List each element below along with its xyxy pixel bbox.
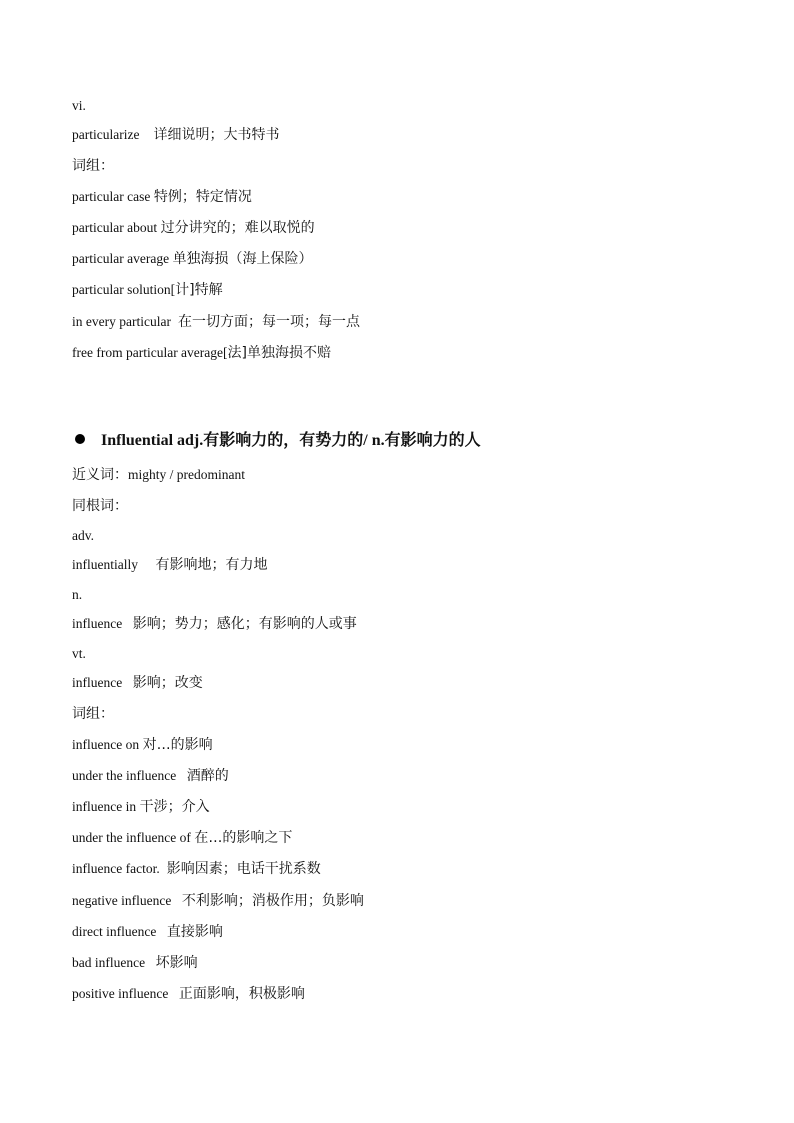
phrase-zh: 酒醉的 (186, 768, 229, 784)
entry-heading (72, 430, 481, 452)
phrase-en: free from particular average[ (72, 345, 228, 360)
phrase-en: under the influence of (72, 830, 191, 845)
phrase-en: positive influence (72, 986, 169, 1001)
pos-vt (72, 644, 86, 665)
phrase-zh: 对…的影响 (142, 737, 213, 753)
pos-label: vi. (72, 98, 86, 113)
phrases-label (72, 704, 114, 725)
phrase-row (72, 953, 198, 974)
phrase-row (72, 891, 364, 912)
phrase-en: particular case (72, 189, 151, 204)
phrases-label-text: 词组： (72, 706, 114, 722)
phrase-en: under the influence (72, 768, 177, 783)
phrase-zh: 法]单独海损不赔 (227, 345, 331, 361)
phrase-zh: 影响因素；电话干扰系数 (166, 861, 321, 877)
phrase-zh: 单独海损（海上保险） (172, 251, 313, 267)
phrase-zh: 计]特解 (175, 282, 223, 298)
entry-meaning: 有影响地；有力地 (155, 557, 268, 573)
phrase-row (72, 218, 315, 239)
pos-n (72, 585, 82, 606)
bullet-icon (75, 434, 85, 444)
phrase-row (72, 797, 210, 818)
pos-label: vt. (72, 646, 86, 661)
pos-label: n. (72, 587, 83, 602)
phrase-row (72, 735, 213, 756)
phrase-zh: 坏影响 (155, 955, 198, 971)
phrases-label (72, 156, 114, 177)
synonyms-text: mighty / predominant (128, 467, 245, 482)
phrase-zh: 直接影响 (166, 924, 223, 940)
phrase-row (72, 343, 331, 364)
entry-influence-vt (72, 673, 203, 694)
entry-word: particularize (72, 127, 140, 142)
entry-word: influentially (72, 557, 138, 572)
phrase-en: negative influence (72, 893, 172, 908)
phrase-en: direct influence (72, 924, 157, 939)
synonyms-row (72, 465, 245, 486)
entry-word: influence (72, 675, 123, 690)
phrase-row (72, 828, 292, 849)
phrase-row (72, 312, 360, 333)
pos-label: adv. (72, 528, 94, 543)
phrase-en: bad influence (72, 955, 146, 970)
phrase-row (72, 249, 313, 270)
entry-meaning: 详细说明；大书特书 (153, 127, 280, 143)
entry-particularize (72, 125, 279, 146)
phrase-en: particular solution[ (72, 282, 176, 297)
entry-meaning: 影响；改变 (132, 675, 203, 691)
phrase-en: particular about (72, 220, 158, 235)
heading-text: Influential adj.有影响力的，有势力的/ n.有影响力的人 (101, 432, 481, 449)
pos-adv (72, 526, 94, 547)
phrase-zh: 干涉；介入 (139, 799, 210, 815)
phrase-zh: 在…的影响之下 (194, 830, 293, 846)
phrase-zh: 在一切方面；每一项；每一点 (177, 314, 360, 330)
phrase-en: influence in (72, 799, 137, 814)
phrase-row (72, 984, 305, 1005)
synonyms-label: 近义词： (72, 467, 128, 483)
entry-influentially (72, 555, 267, 576)
phrase-zh: 正面影响，积极影响 (178, 986, 305, 1002)
phrase-en: influence factor. (72, 861, 160, 876)
phrase-row (72, 280, 223, 301)
entry-word: influence (72, 616, 123, 631)
phrase-zh: 不利影响；消极作用；负影响 (181, 893, 364, 909)
entry-influence-n (72, 614, 357, 635)
phrase-zh: 过分讲究的；难以取悦的 (160, 220, 315, 236)
phrase-en: in every particular (72, 314, 171, 329)
phrase-en: particular average (72, 251, 170, 266)
entry-meaning: 影响；势力；感化；有影响的人或事 (132, 616, 357, 632)
phrase-row (72, 922, 223, 943)
phrases-label-text: 词组： (72, 158, 114, 174)
cognates-label-text: 同根词： (72, 498, 128, 514)
phrase-row (72, 859, 321, 880)
pos-vi (72, 96, 86, 117)
cognates-label (72, 496, 128, 517)
phrase-row (72, 187, 252, 208)
phrase-zh: 特例；特定情况 (153, 189, 252, 205)
phrase-row (72, 766, 229, 787)
phrase-en: influence on (72, 737, 140, 752)
